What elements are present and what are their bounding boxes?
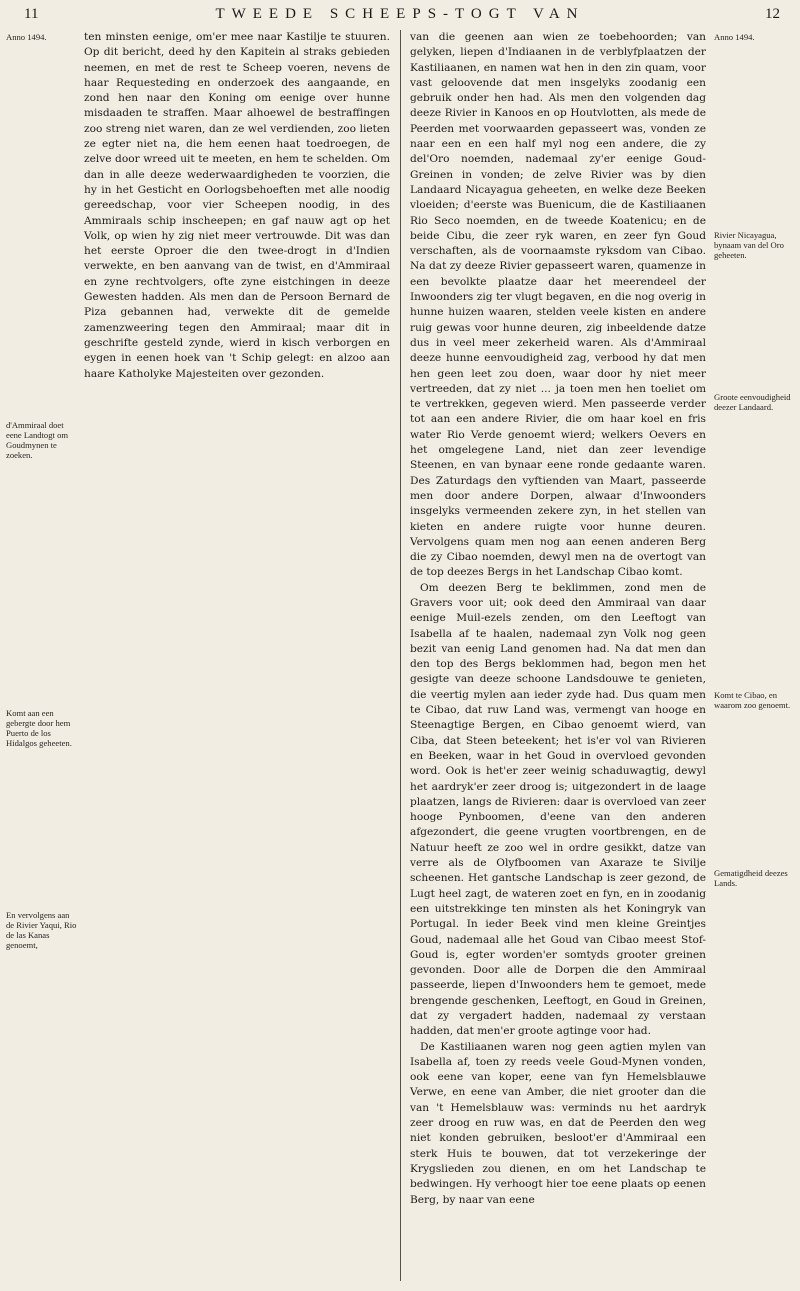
margin-note-cibao: Komt te Cibao, en waarom zoo genoemt.: [714, 690, 791, 710]
right-column: [410, 30, 706, 1208]
page-number-right: 12: [765, 6, 780, 22]
margin-note-eenvoudigheid: Groote eenvoudigheid deezer Landaard.: [714, 392, 791, 412]
margin-anno-right: Anno 1494.: [714, 32, 755, 42]
margin-note-landtogt: d'Ammiraal doet eene Landtogt om Goudmynen te zoeken.: [6, 420, 69, 460]
left-paragraph-1: ten minsten eenige, om'er mee naar Kastilje te stuuren. Op dit bericht, deed hy den Kapitein al straks gebieden neemen, en met de rest te Scheep voeren, nevens de haar Requesteding en onderzoek des aangaande, en zond hen naar den Koning om eenige over hunne misdaaden te straffen. Maar alhoewel de bestraffingen zoo streng niet waren, dan ze wel verdienden, zoo lieten ze egter niet na, die hem eenen haat toedroegen, de zelve door wreed uit te meeten, en hem te schelden. Om dan in alle deeze wederwaardigheden te voorzien, die hy in het Gesticht en Oorlogsbehoeften met alle noodig gereedschap, voor vier Scheepen noodig, in des Ammiraals schip inscheepen; en gaf nauw agt op het Volk, op wien hy zig niet meer vertrouwde. Dit was dan het eerste Oproer die den twee-drogt in d'Indien verwekte, en ben aanvang van de twist, en d'Ammiraal en zyne rechtvolgers, ofte zyne eistchingen in deeze Gewesten hadden. Als men dan de Persoon Bernard de Piza gebannen had, verwekte dit de gemelde zamenzweering tegen den Ammiraal; maar dit in geschrifte gesteld zynde, wierd in kisch verborgen en eygen in eenen hoek van 't Schip gelegt: en alzoo aan haare Katholyke Majesteiten over gezonden.: [84, 31, 390, 380]
column-rule: [400, 30, 401, 1281]
margin-note-gematigdheid: Gematigdheid deezes Lands.: [714, 868, 788, 888]
margin-anno-left: Anno 1494.: [6, 32, 47, 42]
right-paragraph-1: van die geenen aan wien ze toebehoorden; van gelyken, liepen d'Indiaanen in de verblyfplaatzen der Kastiliaanen, en namen wat hen in den zin quam, voor vast geloovende dat men insgelyks zoodanig een gebruik onder hen had. Als men den volgenden dag deeze Rivier in Kanoos en op Houtvlotten, als mede de Peerden met voorwaarden gepasseert was, vonden ze naar een en een half myl nog een andere, die zy del'Oro noemden, nademaal zy'er eenige Goud-Greinen in vonden; de zelve Rivier was by dien Landaard Nicayagua geheeten, en welke deze Beeken vloeiden; d'eerste was Buenicum, die de Kastiliaanen Rio Seco noemden, en de tweede Koatenicu; en de beide Cibu, die zeer ryk waren, en zeer fyn Goud verschaften, als de voornaamste ryksdom van Cibao. Na dat zy deeze Rivier gepasseert waren, quamenze in een bevolkte plaatze daar het meerendeel der Inwoonders zig ter vlugt begaven, en die nog overig in hunne huizen waaren, stelden veele kisten en andere ruig gewas voor hunne deuren, zig inbeeldende datze dus in veel meer zekerheid waren. Als d'Ammiraal deeze hunne eenvoudigheid zag, verbood hy dat men hen geen leet zou doen, waar door hy niet meer vertreeden, dat zy niet ... ja toen men hen toeliet om te vertrekken, gegeven wierd. Men passeerde verder tot aan een andere Rivier, die om haar koel en fris water Rio Verde genoemt wierd; welkers Oevers en het omgelegene Land, niet dan zeer levendige Steenen, en van bynaar eene ronde gedaante waren. Des Zaturdags den vyftienden van Maart, passeerde men door andere Dorpen, alwaar d'Inwoonders insgelyks vermeenden zekere zyn, in het stellen van kieten en andere ruigte voor hunne deuren. Vervolgens quam men nog aan eenen anderen Berg die zy Cibao noemden, dewyl men na de overtogt van de top deezes Bergs in het Landschap Cibao komt.: [410, 31, 706, 579]
margin-note-gebergte: Komt aan een gebergte door hem Puerto de los Hidalgos geheeten.: [6, 708, 72, 748]
margin-note-rivier-yaqui: En vervolgens aan de Rivier Yaqui, Rio de las Kanas genoemt,: [6, 910, 77, 950]
running-title: TWEEDE SCHEEPS-TOGT VAN: [215, 6, 585, 22]
margin-note-rivier-nicayagua: Rivier Nicayagua, bynaam van del Oro geheeten.: [714, 230, 784, 260]
page-number-left: 11: [24, 6, 39, 22]
right-paragraph-2: Om deezen Berg te beklimmen, zond men de Gravers voor uit; ook deed den Ammiraal van daar eenige Muil-ezels zenden, om den Leeftogt van Isabella af te haalen, nademaal zyn Volk nog geen bezit van eenig Land genomen had. Na dat men dan den top des Bergs beklommen had, begon men het gesigte van deeze schoone Landsdouwe te genieten, die veertig mylen aan ieder zyde had. Dus quam men te Cibao, dat ruw Land was, vermengt van hooge en Steenagtige Bergen, en Cibao genoemt wierd, van Ciba, dat Steen beteekent; het is'er vol van Rivieren en Beeken, waar in het Goud in overvloed gevonden word. Ook is het'er zeer weinig schaduwagtig, dewyl het aardryk'er zeer droog is; uitgezondert in de laage plaatzen, langs de Rivieren: daar is overvloed van zeer hooge Pynboomen, d'eene van den anderen afgezondert, die geene vrugten voortbrengen, en de Natuur heeft ze zoo wel in ordre gesikkt, datze van verre als de Olyfboomen van Axaraze te Sivilje scheenen. Het gantsche Landschap is zeer gezond, de Lugt heel zagt, de wateren zoet en fyn, en in zoodanig een uitstrekkinge ten minsten als het Koningryk van Portugal. In ieder Beek vind men kleine Greintjes Goud, nademaal alle het Goud van Cibao meest Stof-Goud is, egter worden'er somtyds grooter greinen gevonden. Door alle de Dorpen die den Ammiraal passeerde, liepen d'Inwoonders hem te gemoet, mede brengende geschenken, Leeftogt, en Goud in Greinen, dat zy vergadert hadden, nademaal zy verstaan hadden, dat men'er groote agtinge voor had.: [410, 581, 706, 1038]
running-header: [14, 6, 786, 26]
left-column: [84, 30, 390, 382]
right-paragraph-3: De Kastiliaanen waren nog geen agtien mylen van Isabella af, toen zy reeds veele Goud-Mynen vonden, ook eene van koper, eene van fyn Hemelsblauwe Verwe, en eene van Amber, die niet grooter dan die van 't Hemelsblauw was: verminds nu het aardryk zeer droog en ruw was, en dat de Peerden den weg niet konden gebruiken, besloot'er d'Ammiraal een sterk Huis te bouwen, dat tot verzekeringe der Krygslieden zou dienen, en om het Landschap te bedwingen. Hy verhoogt hier toe eene plaats op eenen Berg, by naar van eene: [410, 1040, 706, 1206]
